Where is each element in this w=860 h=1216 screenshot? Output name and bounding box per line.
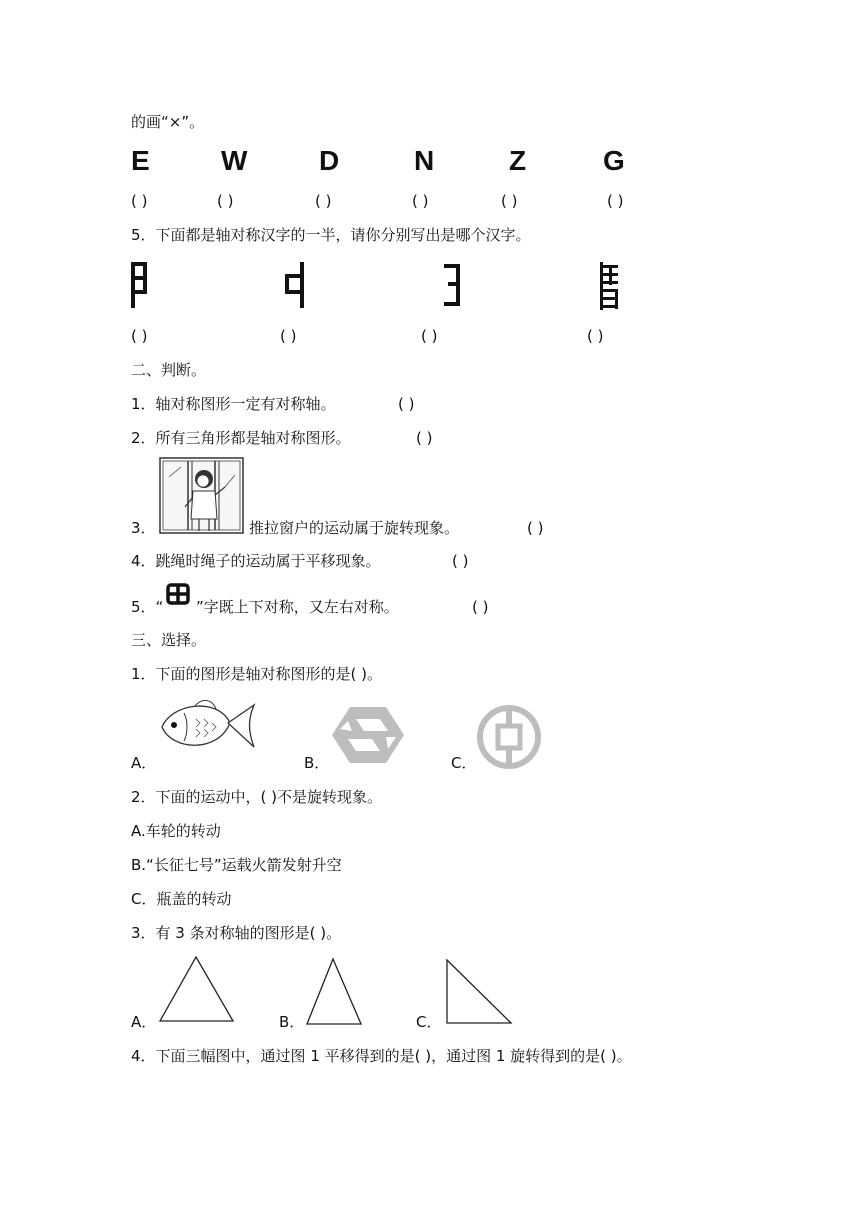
half-character-4 [600,262,622,312]
answer-blank[interactable]: ( ) [131,327,148,345]
section-title: 三、选择。 [131,631,207,649]
half-character-1 [131,262,151,310]
option-label: A． [131,754,157,772]
tian-character-icon [166,583,192,607]
choice-q2: 2．下面的运动中，( )不是旋转现象。 [131,788,383,806]
answer-blank[interactable]: ( ) [527,519,544,537]
option-label: A． [131,1013,157,1031]
choice-q1: 1．下面的图形是轴对称图形的是( )。 [131,665,383,683]
answer-blank[interactable]: ( ) [217,192,234,210]
letter-n: N [414,145,435,176]
section-title: 二、判断。 [131,361,207,379]
letter-w: W [221,145,248,176]
letter-e: E [131,145,150,176]
judge-q5: ”字既上下对称，又左右对称。 [196,598,399,616]
choice-q3: 3．有 3 条对称轴的图形是( )。 [131,924,342,942]
answer-blank[interactable]: ( ) [607,192,624,210]
option-label: B． [279,1013,305,1031]
judge-q3: 推拉窗户的运动属于旋转现象。 [249,519,460,537]
isosceles-triangle [305,957,363,1027]
half-character-2 [285,262,307,310]
answer-blank[interactable]: ( ) [472,598,489,616]
judge-q4: 4．跳绳时绳子的运动属于平移现象。 [131,552,381,570]
option-label: C． [451,754,477,772]
choice-q2-option-c: C．瓶盖的转动 [131,890,232,908]
answer-blank[interactable]: ( ) [421,327,438,345]
fish-picture [158,697,258,755]
logo-c-picture [476,704,542,770]
half-character-3 [444,264,464,310]
answer-blank[interactable]: ( ) [280,327,297,345]
judge-q1: 1．轴对称图形一定有对称轴。 [131,395,336,413]
option-label: C． [416,1013,442,1031]
right-triangle [445,958,513,1026]
answer-blank[interactable]: ( ) [398,395,415,413]
judge-q3-number: 3． [131,519,156,537]
letter-z: Z [509,145,527,176]
logo-b-picture [330,703,406,767]
answer-blank[interactable]: ( ) [587,327,604,345]
question-text: 5．下面都是轴对称汉字的一半，请你分别写出是哪个汉字。 [131,226,531,244]
equilateral-triangle [158,955,236,1025]
window-picture [159,457,245,537]
choice-q2-option-a: A.车轮的转动 [131,822,221,840]
answer-blank[interactable]: ( ) [501,192,518,210]
answer-blank[interactable]: ( ) [416,429,433,447]
option-label: B． [304,754,330,772]
choice-q2-option-b: B.“长征七号”运载火箭发射升空 [131,856,342,874]
judge-q2: 2．所有三角形都是轴对称图形。 [131,429,351,447]
answer-blank[interactable]: ( ) [412,192,429,210]
letter-d: D [319,145,340,176]
answer-blank[interactable]: ( ) [315,192,332,210]
intro-text: 的画“×”。 [131,113,205,131]
judge-q5-prefix: 5．“ [131,598,164,616]
answer-blank[interactable]: ( ) [131,192,148,210]
letter-g: G [603,145,625,176]
choice-q4: 4．下面三幅图中，通过图 1 平移得到的是( )，通过图 1 旋转得到的是( )。 [131,1047,632,1065]
answer-blank[interactable]: ( ) [452,552,469,570]
